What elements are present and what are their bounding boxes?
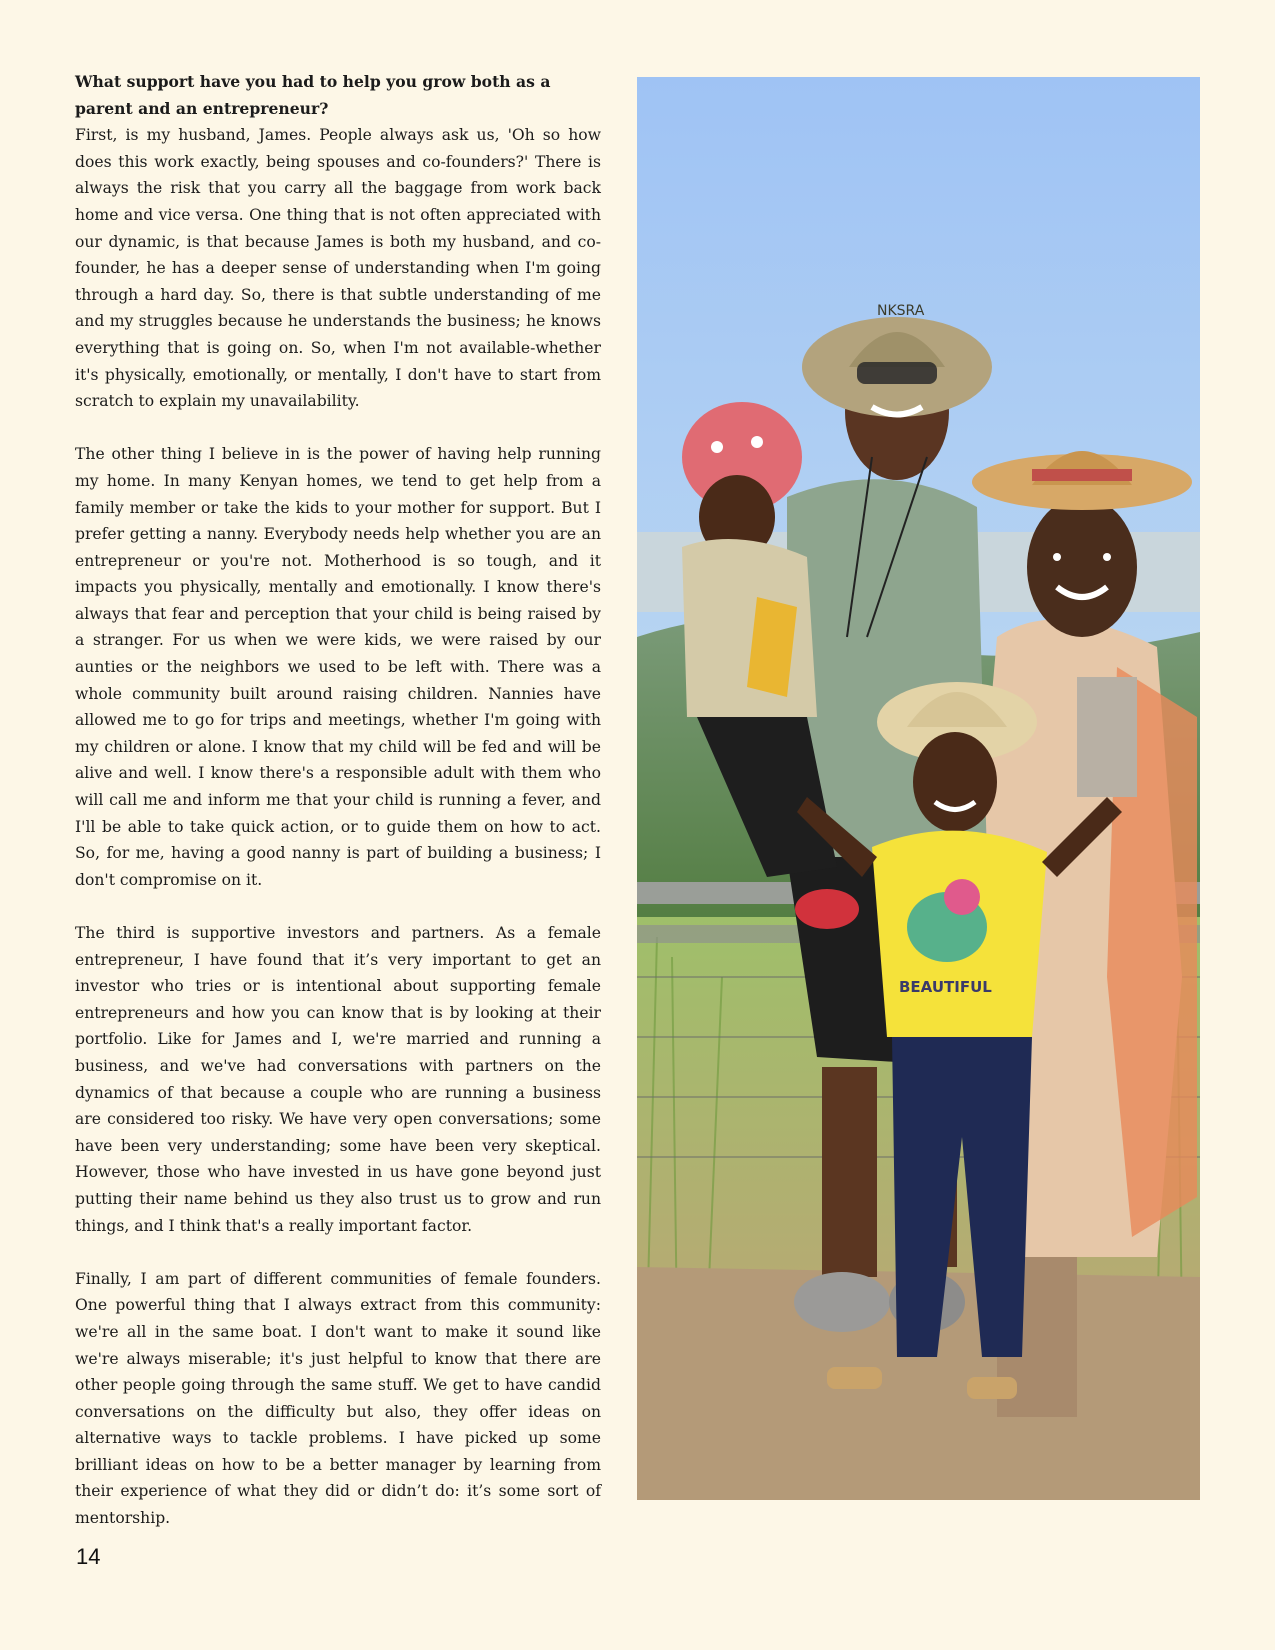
answer-paragraph-1: First, is my husband, James. People always ask us, 'Oh so how does this work exactly, being spouses and co-founders?' There is always the risk that you carry all the baggage from work back home and vice versa. One thing that is not often appreciated with our dynamic, is that because James is both my husband, and co-founder, he has a deeper sense of understanding when I'm going through a hard day. So, there is that subtle understanding of me and my struggles because he understands the business; he knows everything that is going on. So, when I'm not available-whether it's physically, emotionally, or mentally, I don't have to start from scratch to explain my unavailability. [75, 126, 601, 411]
page-number: 14 [76, 1544, 101, 1569]
hat-logo-text: NKSRA [877, 303, 925, 319]
shirt-print-text: BEAUTIFUL [899, 978, 992, 996]
answer-paragraph-3: The third is supportive investors and partners. As a female entrepreneur, I have found that it’s very important to get an investor who tries or is intentional about supporting female entrepreneurs and how you can know that is by looking at their portfolio. Like for James and I, we're married and running a business, and we've had conversations with partners on the dynamics of that because a couple who are running a business are considered too risky. We have very open conversations; some have been very understanding; some have been very skeptical. However, those who have invested in us have gone beyond just putting their name behind us they also trust us to grow and run things, and I think that's a really important factor. [75, 924, 601, 1235]
family-photo [637, 77, 1200, 1500]
answer-paragraph-4: Finally, I am part of different communities of female founders. One powerful thing that I always extract from this community: we're all in the same boat. I don't want to make it sound like we're always miserable; it's just helpful to know that there are other people going through the same stuff. We get to have candid conversations on the difficulty but also, they offer ideas on alternative ways to tackle problems. I have picked up some brilliant ideas on how to be a better manager by learning from their experience of what they did or didn’t do: it’s some sort of mentorship. [75, 1269, 601, 1528]
article-body [75, 69, 601, 1558]
interview-question: What support have you had to help you grow both as a parent and an entrepreneur? [75, 72, 551, 118]
answer-paragraph-2: The other thing I believe in is the power of having help running my home. In many Kenyan homes, we tend to get help from a family member or take the kids to your mother for support. But I prefer getting a nanny. Everybody needs help whether you are an entrepreneur or you're not. Motherhood is so tough, and it impacts you physically, mentally and emotionally. I know there's always that fear and perception that your child is being raised by a stranger. For us when we were kids, we were raised by our aunties or the neighbors we used to be left with. There was a whole community built around raising children. Nannies have allowed me to go for trips and meetings, whether I'm going with my children or alone. I know that my child will be fed and will be alive and well. I know there's a responsible adult with them who will call me and inform me that your child is running a fever, and I'll be able to take quick action, or to guide them on how to act. So, for me, having a good nanny is part of building a business; I don't compromise on it. [75, 445, 601, 889]
